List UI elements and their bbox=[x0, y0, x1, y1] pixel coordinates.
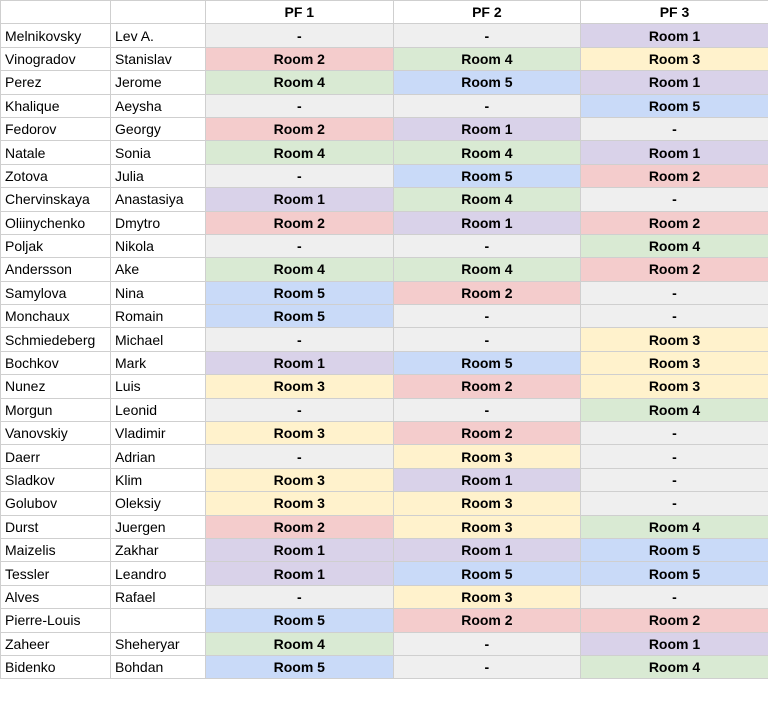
table-row bbox=[1, 94, 768, 117]
first-name-cell[interactable]: Rafael bbox=[111, 585, 206, 608]
first-name-cell[interactable]: Leonid bbox=[111, 398, 206, 421]
first-name-cell[interactable]: Stanislav bbox=[111, 47, 206, 70]
pf2-room-cell[interactable]: - bbox=[393, 94, 581, 117]
last-name-cell[interactable]: Bidenko bbox=[1, 655, 111, 678]
first-name-cell[interactable]: Ake bbox=[111, 258, 206, 281]
table-row bbox=[1, 258, 768, 281]
pf2-room-cell[interactable]: Room 4 bbox=[393, 47, 581, 70]
table-row bbox=[1, 609, 768, 632]
first-name-cell[interactable]: Leandro bbox=[111, 562, 206, 585]
pf1-room-cell[interactable]: Room 5 bbox=[206, 305, 394, 328]
pf2-room-cell[interactable]: - bbox=[393, 655, 581, 678]
table-row bbox=[1, 375, 768, 398]
first-name-cell[interactable]: Julia bbox=[111, 164, 206, 187]
last-name-cell[interactable]: Pierre-Louis bbox=[1, 609, 111, 632]
last-name-cell[interactable]: Zotova bbox=[1, 164, 111, 187]
first-name-cell[interactable]: Nina bbox=[111, 281, 206, 304]
table-row bbox=[1, 398, 768, 421]
first-name-cell[interactable]: Aeysha bbox=[111, 94, 206, 117]
pf2-room-cell[interactable]: Room 2 bbox=[393, 609, 581, 632]
pf2-room-cell[interactable]: Room 5 bbox=[393, 71, 581, 94]
table-row bbox=[1, 562, 768, 585]
pf2-room-cell[interactable]: - bbox=[393, 398, 581, 421]
last-name-cell[interactable]: Poljak bbox=[1, 234, 111, 257]
pf1-room-cell[interactable]: Room 5 bbox=[206, 609, 394, 632]
pf3-room-cell[interactable]: Room 1 bbox=[581, 71, 768, 94]
pf1-room-cell[interactable]: Room 1 bbox=[206, 188, 394, 211]
pf2-room-cell[interactable]: - bbox=[393, 234, 581, 257]
pf1-room-cell[interactable]: Room 4 bbox=[206, 632, 394, 655]
pf2-room-cell[interactable]: Room 3 bbox=[393, 445, 581, 468]
pf3-room-cell[interactable]: - bbox=[581, 468, 768, 491]
pf1-room-cell[interactable]: Room 1 bbox=[206, 538, 394, 561]
last-name-cell[interactable]: Zaheer bbox=[1, 632, 111, 655]
pf2-room-cell[interactable]: - bbox=[393, 328, 581, 351]
first-name-cell[interactable]: Vladimir bbox=[111, 422, 206, 445]
pf1-room-cell[interactable]: - bbox=[206, 328, 394, 351]
pf2-room-cell[interactable]: - bbox=[393, 305, 581, 328]
pf3-room-cell[interactable]: - bbox=[581, 492, 768, 515]
last-name-cell[interactable]: Oliinychenko bbox=[1, 211, 111, 234]
pf3-room-cell[interactable]: - bbox=[581, 305, 768, 328]
table-row bbox=[1, 445, 768, 468]
table-row bbox=[1, 538, 768, 561]
table-row bbox=[1, 71, 768, 94]
last-name-cell[interactable]: Daerr bbox=[1, 445, 111, 468]
last-name-cell[interactable]: Tessler bbox=[1, 562, 111, 585]
pf2-room-cell[interactable]: Room 3 bbox=[393, 492, 581, 515]
pf3-room-cell[interactable]: Room 2 bbox=[581, 211, 768, 234]
pf2-room-cell[interactable]: Room 1 bbox=[393, 538, 581, 561]
pf2-room-cell[interactable]: Room 4 bbox=[393, 188, 581, 211]
header-cell-pf3[interactable]: PF 3 bbox=[581, 1, 768, 24]
pf3-room-cell[interactable]: Room 2 bbox=[581, 609, 768, 632]
table-row bbox=[1, 328, 768, 351]
pf1-room-cell[interactable]: - bbox=[206, 398, 394, 421]
first-name-cell[interactable]: Adrian bbox=[111, 445, 206, 468]
pf2-room-cell[interactable]: - bbox=[393, 24, 581, 47]
pf3-room-cell[interactable]: - bbox=[581, 445, 768, 468]
first-name-cell[interactable]: Mark bbox=[111, 351, 206, 374]
first-name-cell[interactable]: Luis bbox=[111, 375, 206, 398]
pf1-room-cell[interactable]: Room 3 bbox=[206, 492, 394, 515]
last-name-cell[interactable]: Chervinskaya bbox=[1, 188, 111, 211]
pf2-room-cell[interactable]: Room 5 bbox=[393, 164, 581, 187]
header-row bbox=[1, 1, 768, 24]
first-name-cell[interactable]: Sheheryar bbox=[111, 632, 206, 655]
first-name-cell[interactable]: Bohdan bbox=[111, 655, 206, 678]
header-cell-pf2[interactable]: PF 2 bbox=[393, 1, 581, 24]
table-row bbox=[1, 164, 768, 187]
pf1-room-cell[interactable]: Room 4 bbox=[206, 258, 394, 281]
table-row bbox=[1, 141, 768, 164]
last-name-cell[interactable]: Alves bbox=[1, 585, 111, 608]
pf2-room-cell[interactable]: - bbox=[393, 632, 581, 655]
last-name-cell[interactable]: Melnikovsky bbox=[1, 24, 111, 47]
pf2-room-cell[interactable]: Room 3 bbox=[393, 585, 581, 608]
table-row bbox=[1, 351, 768, 374]
first-name-cell[interactable]: Klim bbox=[111, 468, 206, 491]
last-name-cell[interactable]: Fedorov bbox=[1, 117, 111, 140]
pf3-room-cell[interactable]: Room 3 bbox=[581, 47, 768, 70]
pf3-room-cell[interactable]: Room 1 bbox=[581, 24, 768, 47]
first-name-cell[interactable]: Dmytro bbox=[111, 211, 206, 234]
last-name-cell[interactable]: Monchaux bbox=[1, 305, 111, 328]
pf2-room-cell[interactable]: Room 2 bbox=[393, 281, 581, 304]
pf1-room-cell[interactable]: - bbox=[206, 585, 394, 608]
pf3-room-cell[interactable]: Room 5 bbox=[581, 562, 768, 585]
last-name-cell[interactable]: Vinogradov bbox=[1, 47, 111, 70]
table-row bbox=[1, 188, 768, 211]
pf3-room-cell[interactable]: - bbox=[581, 117, 768, 140]
last-name-cell[interactable]: Sladkov bbox=[1, 468, 111, 491]
pf1-room-cell[interactable]: Room 2 bbox=[206, 211, 394, 234]
pf2-room-cell[interactable]: Room 1 bbox=[393, 468, 581, 491]
pf1-room-cell[interactable]: Room 3 bbox=[206, 468, 394, 491]
pf2-room-cell[interactable]: Room 2 bbox=[393, 422, 581, 445]
last-name-cell[interactable]: Bochkov bbox=[1, 351, 111, 374]
pf2-room-cell[interactable]: Room 5 bbox=[393, 562, 581, 585]
pf1-room-cell[interactable]: Room 2 bbox=[206, 47, 394, 70]
table-row bbox=[1, 305, 768, 328]
pf1-room-cell[interactable]: Room 4 bbox=[206, 141, 394, 164]
pf3-room-cell[interactable]: - bbox=[581, 281, 768, 304]
table-row bbox=[1, 117, 768, 140]
table-row bbox=[1, 422, 768, 445]
pf3-room-cell[interactable]: Room 4 bbox=[581, 655, 768, 678]
last-name-cell[interactable]: Perez bbox=[1, 71, 111, 94]
header-cell-first-name[interactable] bbox=[111, 1, 206, 24]
pf3-room-cell[interactable]: - bbox=[581, 422, 768, 445]
last-name-cell[interactable]: Natale bbox=[1, 141, 111, 164]
table-row bbox=[1, 655, 768, 678]
first-name-cell[interactable]: Romain bbox=[111, 305, 206, 328]
pf3-room-cell[interactable]: Room 4 bbox=[581, 234, 768, 257]
pf1-room-cell[interactable]: - bbox=[206, 94, 394, 117]
pf1-room-cell[interactable]: - bbox=[206, 24, 394, 47]
pf3-room-cell[interactable]: Room 3 bbox=[581, 375, 768, 398]
header-cell-last-name[interactable] bbox=[1, 1, 111, 24]
table-row bbox=[1, 47, 768, 70]
pf2-room-cell[interactable]: Room 2 bbox=[393, 375, 581, 398]
table-row bbox=[1, 234, 768, 257]
last-name-cell[interactable]: Morgun bbox=[1, 398, 111, 421]
first-name-cell[interactable]: Juergen bbox=[111, 515, 206, 538]
pf3-room-cell[interactable]: Room 3 bbox=[581, 328, 768, 351]
last-name-cell[interactable]: Nunez bbox=[1, 375, 111, 398]
pf3-room-cell[interactable]: Room 5 bbox=[581, 94, 768, 117]
pf1-room-cell[interactable]: - bbox=[206, 445, 394, 468]
pf1-room-cell[interactable]: Room 5 bbox=[206, 281, 394, 304]
pf3-room-cell[interactable]: Room 4 bbox=[581, 398, 768, 421]
pf2-room-cell[interactable]: Room 3 bbox=[393, 515, 581, 538]
pf3-room-cell[interactable]: Room 2 bbox=[581, 258, 768, 281]
pf2-room-cell[interactable]: Room 1 bbox=[393, 211, 581, 234]
last-name-cell[interactable]: Maizelis bbox=[1, 538, 111, 561]
first-name-cell[interactable] bbox=[111, 609, 206, 632]
header-cell-pf1[interactable]: PF 1 bbox=[206, 1, 394, 24]
pf1-room-cell[interactable]: Room 5 bbox=[206, 655, 394, 678]
last-name-cell[interactable]: Khalique bbox=[1, 94, 111, 117]
pf2-room-cell[interactable]: Room 4 bbox=[393, 141, 581, 164]
pf1-room-cell[interactable]: - bbox=[206, 234, 394, 257]
pf2-room-cell[interactable]: Room 4 bbox=[393, 258, 581, 281]
table-row bbox=[1, 211, 768, 234]
table-row bbox=[1, 632, 768, 655]
pf3-room-cell[interactable]: Room 3 bbox=[581, 351, 768, 374]
pf3-room-cell[interactable]: Room 2 bbox=[581, 164, 768, 187]
table-row bbox=[1, 281, 768, 304]
first-name-cell[interactable]: Zakhar bbox=[111, 538, 206, 561]
pf1-room-cell[interactable]: - bbox=[206, 164, 394, 187]
first-name-cell[interactable]: Michael bbox=[111, 328, 206, 351]
pf1-room-cell[interactable]: Room 1 bbox=[206, 562, 394, 585]
pf3-room-cell[interactable]: Room 1 bbox=[581, 141, 768, 164]
first-name-cell[interactable]: Anastasiya bbox=[111, 188, 206, 211]
pf2-room-cell[interactable]: Room 5 bbox=[393, 351, 581, 374]
table-row bbox=[1, 492, 768, 515]
table-row bbox=[1, 24, 768, 47]
table-row bbox=[1, 585, 768, 608]
table-row bbox=[1, 515, 768, 538]
pf1-room-cell[interactable]: Room 2 bbox=[206, 117, 394, 140]
first-name-cell[interactable]: Lev A. bbox=[111, 24, 206, 47]
pf1-room-cell[interactable]: Room 4 bbox=[206, 71, 394, 94]
pf3-room-cell[interactable]: - bbox=[581, 585, 768, 608]
first-name-cell[interactable]: Oleksiy bbox=[111, 492, 206, 515]
pf3-room-cell[interactable]: Room 1 bbox=[581, 632, 768, 655]
last-name-cell[interactable]: Vanovskiy bbox=[1, 422, 111, 445]
pf3-room-cell[interactable]: - bbox=[581, 188, 768, 211]
pf2-room-cell[interactable]: Room 1 bbox=[393, 117, 581, 140]
pf1-room-cell[interactable]: Room 3 bbox=[206, 375, 394, 398]
first-name-cell[interactable]: Jerome bbox=[111, 71, 206, 94]
last-name-cell[interactable]: Durst bbox=[1, 515, 111, 538]
pf1-room-cell[interactable]: Room 3 bbox=[206, 422, 394, 445]
pf3-room-cell[interactable]: Room 4 bbox=[581, 515, 768, 538]
last-name-cell[interactable]: Samylova bbox=[1, 281, 111, 304]
last-name-cell[interactable]: Schmiedeberg bbox=[1, 328, 111, 351]
first-name-cell[interactable]: Sonia bbox=[111, 141, 206, 164]
first-name-cell[interactable]: Georgy bbox=[111, 117, 206, 140]
pf3-room-cell[interactable]: Room 5 bbox=[581, 538, 768, 561]
table-row bbox=[1, 468, 768, 491]
pf1-room-cell[interactable]: Room 1 bbox=[206, 351, 394, 374]
last-name-cell[interactable]: Golubov bbox=[1, 492, 111, 515]
last-name-cell[interactable]: Andersson bbox=[1, 258, 111, 281]
first-name-cell[interactable]: Nikola bbox=[111, 234, 206, 257]
pf1-room-cell[interactable]: Room 2 bbox=[206, 515, 394, 538]
